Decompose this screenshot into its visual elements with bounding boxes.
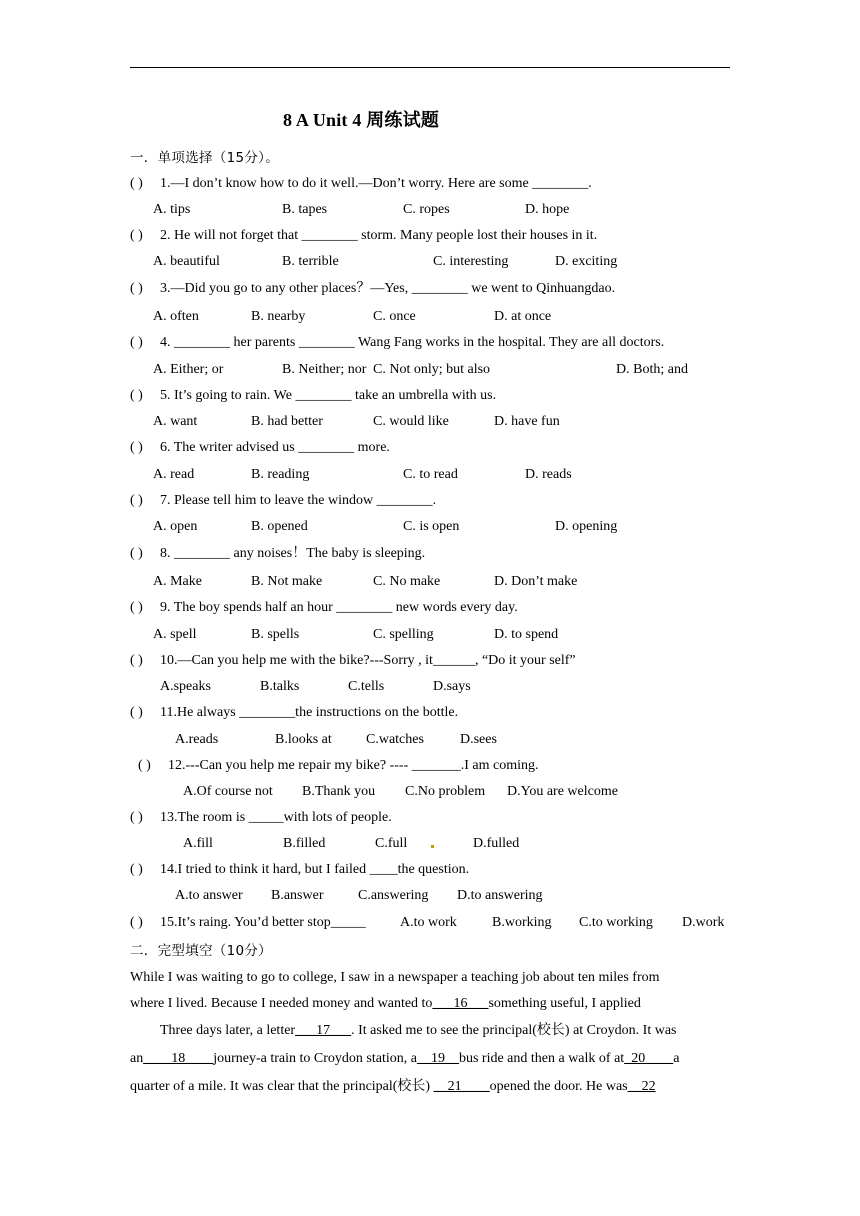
question-7 [130,492,436,510]
question-stem: 14.I tried to think it hard, but I failed ____the question. [160,862,470,877]
option-b[interactable]: B. terrible [282,254,339,269]
blank-19[interactable]: __19__ [416,1051,459,1066]
option-c[interactable]: C.tells [348,679,385,694]
section-heading-single-choice: 一．单项选择（15分）。 [130,150,280,166]
answer-bracket[interactable]: ( ) [130,493,143,508]
answer-bracket[interactable]: ( ) [130,546,143,561]
question-9 [130,599,518,617]
option-d[interactable]: D. have fun [494,414,560,429]
question-8 [130,545,425,563]
question-stem: 2. He will not forget that ________ storm. Many people lost their houses in it. [160,228,598,243]
option-d[interactable]: D. at once [494,309,552,324]
option-d[interactable]: D. Don’t make [494,574,578,589]
question-5 [130,387,496,405]
answer-bracket[interactable]: ( ) [130,810,143,825]
question-11 [130,704,458,722]
question-10 [130,652,576,670]
option-d[interactable]: D. Both; and [616,362,688,377]
option-c[interactable]: C. ropes [403,202,450,217]
option-c[interactable]: C. No make [373,574,441,589]
cloze-line-2 [130,995,730,1013]
answer-bracket[interactable]: ( ) [130,600,143,615]
answer-bracket[interactable]: ( ) [130,176,143,191]
question-stem: 9. The boy spends half an hour ________ new words every day. [160,600,518,615]
option-b[interactable]: B. had better [251,414,323,429]
question-4 [130,334,664,352]
option-a[interactable]: A. want [153,414,198,429]
option-b[interactable]: B.talks [260,679,300,694]
option-b[interactable]: B. reading [251,467,310,482]
question-stem: 6. The writer advised us ________ more. [160,440,390,455]
option-b[interactable]: B. tapes [282,202,328,217]
option-a[interactable]: A.to work [400,915,457,930]
question-stem: 5. It’s going to rain. We ________ take an umbrella with us. [160,388,497,403]
option-d[interactable]: D.You are welcome [507,784,618,799]
answer-bracket[interactable]: ( ) [138,758,151,773]
question-stem: 7. Please tell him to leave the window ________. [160,493,437,508]
option-a[interactable]: A. open [153,519,198,534]
option-a[interactable]: A. beautiful [153,254,220,269]
question-stem: 1.—I don’t know how to do it well.—Don’t worry. Here are some ________. [160,176,592,191]
option-a[interactable]: A.Of course not [183,784,273,799]
option-b[interactable]: B. opened [251,519,308,534]
option-c[interactable]: C.watches [366,732,424,747]
blank-16[interactable]: ___16___ [432,996,489,1011]
answer-bracket[interactable]: ( ) [130,915,143,930]
answer-bracket[interactable]: ( ) [130,281,143,296]
answer-bracket[interactable]: ( ) [130,388,143,403]
option-b[interactable]: B.looks at [275,732,332,747]
option-a[interactable]: A.reads [175,732,219,747]
question-13 [130,809,392,827]
option-c[interactable]: C.No problem [405,784,486,799]
option-c[interactable]: C. Not only; but also [373,362,491,377]
question-3 [130,280,615,298]
option-c[interactable]: C. interesting [433,254,509,269]
option-c[interactable]: C.full [375,836,408,851]
blank-22[interactable]: __22 [627,1079,656,1094]
cloze-text: quarter of a mile. It was clear that the principal(校长) [130,1079,434,1094]
cloze-text: bus ride and then a walk of at [458,1051,625,1066]
blank-17[interactable]: ___17___ [295,1023,352,1038]
option-d[interactable]: D.work [682,915,725,930]
question-15 [130,914,366,932]
option-b[interactable]: B.working [492,915,552,930]
option-a[interactable]: A. read [153,467,195,482]
option-d[interactable]: D. reads [525,467,572,482]
option-c[interactable]: C. would like [373,414,449,429]
cloze-text: journey-a train to Croydon station, a [213,1051,417,1066]
page-title: 8 A Unit 4 周练试题 [283,110,440,130]
option-a[interactable]: A.to answer [175,888,243,903]
option-b[interactable]: B.Thank you [302,784,376,799]
question-14 [130,861,469,879]
option-a[interactable]: A.speaks [160,679,211,694]
option-a[interactable]: A. Make [153,574,202,589]
option-b[interactable]: B. spells [251,627,300,642]
cloze-line-4 [130,1050,730,1068]
question-2 [130,227,597,245]
answer-bracket[interactable]: ( ) [130,440,143,455]
cloze-text: an [130,1051,144,1066]
option-c[interactable]: C. to read [403,467,458,482]
answer-bracket[interactable]: ( ) [130,862,143,877]
blank-20[interactable]: _20____ [624,1051,674,1066]
question-6 [130,439,390,457]
blank-21[interactable]: __21____ [433,1079,490,1094]
option-b[interactable]: B. Not make [251,574,323,589]
option-d[interactable]: D. exciting [555,254,618,269]
header-rule [130,67,730,68]
option-a[interactable]: A. Either; or [153,362,224,377]
question-stem: 10.—Can you help me with the bike?---Sorry , it______, “Do it your self” [160,653,576,668]
option-d[interactable]: D.fulled [473,836,520,851]
cloze-text: a [673,1051,680,1066]
option-c[interactable]: C. once [373,309,416,324]
option-b[interactable]: B.answer [271,888,324,903]
option-c[interactable]: C.to working [579,915,653,930]
question-1 [130,175,592,193]
cloze-text: Three days later, a letter [160,1023,296,1038]
cloze-text: While I was waiting to go to college, I saw in a newspaper a teaching job about ten miles from [130,970,660,985]
question-stem: 11.He always ________the instructions on the bottle. [160,705,459,720]
cloze-line-1 [130,969,730,987]
question-stem: 8. ________ any noises！The baby is sleeping. [160,546,426,561]
option-d[interactable]: D.sees [460,732,497,747]
stray-dot-mark [431,845,434,848]
option-a[interactable]: A. tips [153,202,191,217]
question-12 [138,757,539,775]
cloze-line-3 [160,1022,730,1040]
option-a[interactable]: A. spell [153,627,197,642]
option-c[interactable]: C. is open [403,519,460,534]
answer-bracket[interactable]: ( ) [130,653,143,668]
option-a[interactable]: A.fill [183,836,213,851]
option-d[interactable]: D. hope [525,202,570,217]
question-stem: 12.---Can you help me repair my bike? ---- _______.I am coming. [168,758,539,773]
cloze-line-5 [130,1078,730,1096]
option-d[interactable]: D.says [433,679,471,694]
option-b[interactable]: B. Neither; nor [282,362,367,377]
option-d[interactable]: D. opening [555,519,618,534]
question-stem: 3.—Did you go to any other places？—Yes, ________ we went to Qinhuangdao. [160,281,616,296]
option-d[interactable]: D. to spend [494,627,559,642]
answer-bracket[interactable]: ( ) [130,228,143,243]
blank-18[interactable]: ____18____ [143,1051,214,1066]
option-d[interactable]: D.to answering [457,888,543,903]
cloze-text: where I lived. Because I needed money and wanted to [130,996,433,1011]
option-a[interactable]: A. often [153,309,199,324]
option-b[interactable]: B.filled [283,836,326,851]
cloze-text: something useful, I applied [488,996,641,1011]
question-stem: 4. ________ her parents ________ Wang Fang works in the hospital. They are all doctors. [160,335,665,350]
question-stem: 15.It’s raing. You’d better stop_____ [160,915,366,930]
answer-bracket[interactable]: ( ) [130,335,143,350]
option-c[interactable]: C. spelling [373,627,434,642]
question-stem: 13.The room is _____with lots of people. [160,810,392,825]
option-b[interactable]: B. nearby [251,309,306,324]
section-heading-cloze: 二．完型填空（10分） [130,943,272,959]
answer-bracket[interactable]: ( ) [130,705,143,720]
option-c[interactable]: C.answering [358,888,429,903]
cloze-text: opened the door. He was [489,1079,628,1094]
cloze-text: . It asked me to see the principal(校长) at Croydon. It was [351,1023,677,1038]
